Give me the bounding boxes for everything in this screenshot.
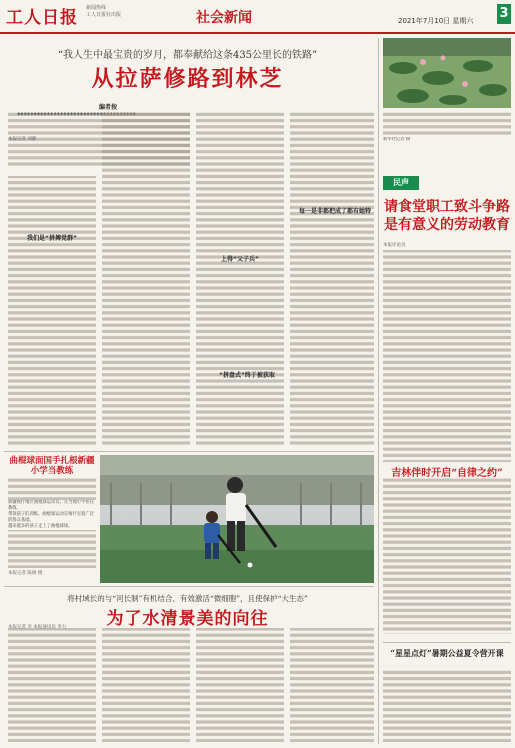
hockey-credit: 本报记者 陈俊 摄 (8, 571, 43, 576)
bottom-headline: 为了水清景美的向往 (106, 609, 269, 629)
hockey-caption-line: 越来越多的孩子走上了曲棍球场。 (8, 524, 73, 529)
summer-camp-headline: “星星点灯”暑期公益夏令营开课 (390, 648, 504, 658)
commentary-byline: 本报评论员 (383, 243, 406, 248)
editor-note-heading: 编者按 (98, 104, 117, 111)
hockey-photo (100, 455, 374, 583)
main-headline: 从拉萨修路到林芝 (91, 66, 284, 92)
minsheng-tag: 民声 (383, 176, 419, 190)
story-divider (4, 451, 374, 452)
section-title: 社会新闻 (196, 10, 252, 26)
jilin-headline: 吉林伴时开启“自律之约” (391, 468, 503, 479)
lotus-credit: 新华社记者 摄 (383, 137, 411, 142)
bottom-kicker: 将村域长的与“河长制”有机结合、有效激活“微细胞”，且使保护“大生态” (67, 594, 308, 603)
subhead-pinpan: “拼盘式”终于被获取 (219, 372, 275, 379)
right-divider (383, 642, 511, 643)
commentary-title: 请食堂职工致斗争路是有意义的劳动教育 (384, 199, 510, 233)
hockey-caption-line: 新疆喀什地区曲棍球运动员，在当地小学担任教练， (8, 500, 94, 511)
main-byline: 本报记者 刘静 (8, 137, 37, 142)
hockey-caption-line: 带领孩子们训练。曲棍球运动在喀什有着广泛的群众基础， (8, 512, 94, 523)
issue-date: 2021年7月10日 星期六 (398, 17, 474, 25)
subhead-meiyi: 每一是非都把成了都有她特 (298, 208, 371, 215)
column-rule (378, 38, 379, 744)
story-divider (4, 586, 374, 587)
logo-sub-line-1: 新闻热线 (86, 5, 107, 11)
subhead-pinbo: 我们是“拼搏党群” (27, 235, 77, 242)
page-number: 3 (497, 4, 511, 24)
bottom-byline: 本报记者 李 本报通讯员 李力 (8, 625, 67, 630)
hockey-headline: 曲棍球面国手扎根新疆小学当教练 (9, 456, 95, 476)
newspaper-logo: 工人日报 (6, 8, 78, 28)
logo-sub-line-2: 工人日报社出版 (86, 12, 122, 18)
hockey-caption (8, 500, 96, 530)
main-kicker: “我人生中最宝贵的岁月，都奉献给这条435公里长的铁路” (57, 50, 318, 61)
subhead-fuzibing: 上得“父子兵” (221, 256, 259, 263)
lotus-photo (383, 38, 511, 108)
